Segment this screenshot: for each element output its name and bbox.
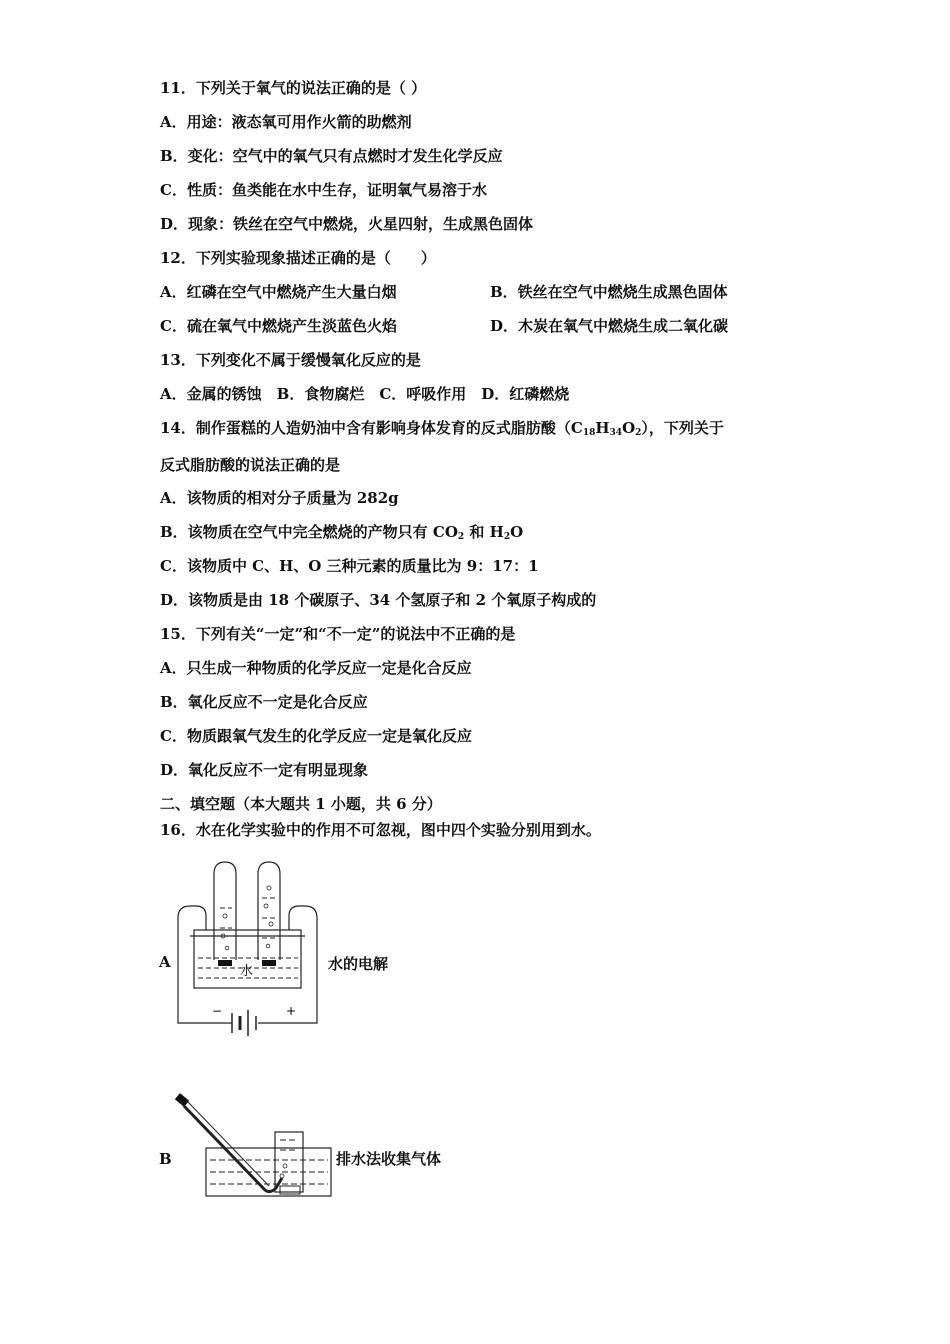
q11-option-c: C．性质：鱼类能在水中生存，证明氧气易溶于水: [160, 181, 487, 199]
negative-terminal: −: [212, 1004, 223, 1018]
q15-stem: 15．下列有关“一定”和“不一定”的说法中不正确的是: [160, 625, 516, 643]
q11-option-d: D．现象：铁丝在空气中燃烧，火星四射，生成黑色固体: [160, 215, 534, 233]
left-test-tube: [214, 862, 236, 960]
q11-option-a: A．用途：液态氧可用作火箭的助燃剂: [160, 113, 412, 131]
right-test-tube: [258, 862, 280, 960]
q13-options: A．金属的锈蚀 B．食物腐烂 C．呼吸作用 D．红磷燃烧: [160, 385, 570, 403]
q16-stem: 16．水在化学实验中的作用不可忽视，图中四个实验分别用到水。: [160, 821, 601, 839]
q14-option-a: A．该物质的相对分子质量为 282g: [160, 489, 399, 507]
section-heading: 二、填空题（本大题共 1 小题，共 6 分）: [160, 795, 442, 813]
left-wire: [178, 906, 206, 1018]
q13-stem: 13．下列变化不属于缓慢氧化反应的是: [160, 351, 421, 369]
right-wire: [289, 906, 317, 1018]
right-electrode: [262, 960, 276, 966]
diagram-a-caption: 水的电解: [328, 955, 389, 973]
q12-option-a: A．红磷在空气中燃烧产生大量白烟: [160, 283, 397, 301]
diagram-b-caption: 排水法收集气体: [336, 1150, 442, 1168]
q14-option-d: D．该物质是由 18 个碳原子、34 个氢原子和 2 个氧原子构成的: [160, 591, 597, 609]
diagram-a-letter: A: [159, 953, 171, 971]
q15-option-c: C．物质跟氧气发生的化学反应一定是氧化反应: [160, 727, 472, 745]
q11-stem: 11．下列关于氧气的说法正确的是（ ）: [160, 79, 427, 97]
tube-stopper: [175, 1093, 189, 1107]
water-displacement-diagram: [170, 1090, 335, 1202]
q12-option-c: C．硫在氧气中燃烧产生淡蓝色火焰: [160, 317, 397, 335]
q12-stem: 12．下列实验现象描述正确的是（ ）: [160, 249, 436, 267]
positive-terminal: +: [286, 1004, 297, 1018]
q14-stem-continued: 反式脂肪酸的说法正确的是: [160, 456, 341, 474]
left-electrode: [218, 960, 232, 966]
electrolysis-diagram: [170, 858, 325, 1043]
q15-option-d: D．氧化反应不一定有明显现象: [160, 761, 369, 779]
q11-option-b: B．变化：空气中的氧气只有点燃时才发生化学反应: [160, 147, 503, 165]
water-label: 水: [240, 964, 254, 979]
q14-option-c: C．该物质中 C、H、O 三种元素的质量比为 9：17：1: [160, 557, 539, 575]
q15-option-a: A．只生成一种物质的化学反应一定是化合反应: [160, 659, 472, 677]
q12-option-b: B．铁丝在空气中燃烧生成黑色固体: [490, 283, 728, 301]
q15-option-b: B．氧化反应不一定是化合反应: [160, 693, 368, 711]
water-trough: [194, 930, 301, 988]
q12-option-d: D．木炭在氧气中燃烧生成二氧化碳: [490, 317, 729, 335]
q14-stem: 14．制作蛋糕的人造奶油中含有影响身体发育的反式脂肪酸$(C_{18}H_{34}O_2)$，下列关于: [160, 419, 724, 438]
diagram-b-letter: B: [159, 1150, 172, 1168]
q14-option-b: B．该物质在空气中完全燃烧的产物只有 $CO_2$ 和 $H_2O$: [160, 523, 524, 542]
